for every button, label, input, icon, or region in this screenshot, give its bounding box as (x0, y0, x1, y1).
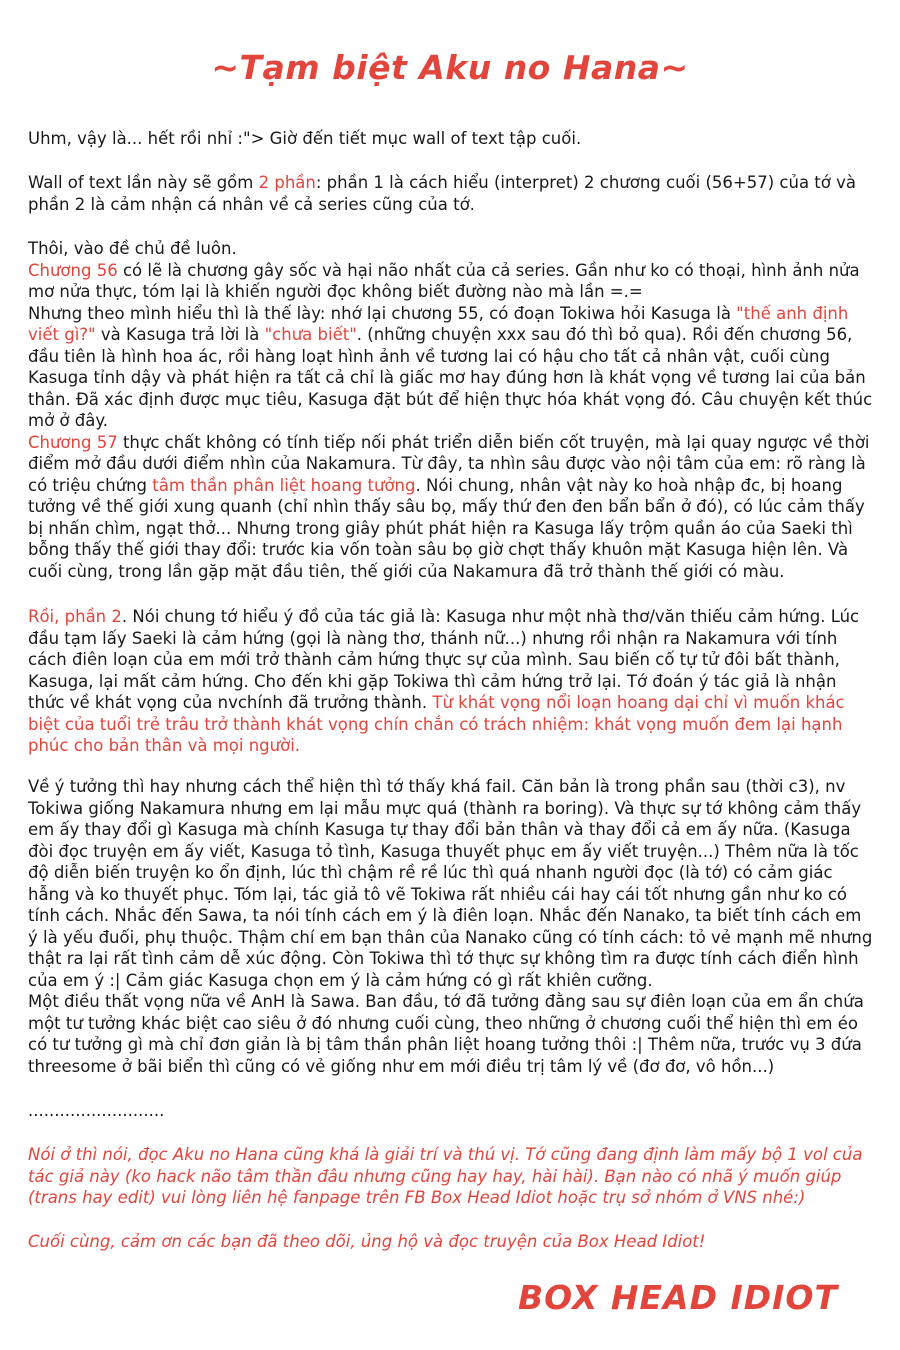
intro-wall (28, 172, 874, 215)
disappoint-paragraph: Một điều thất vọng nữa về AnH là Sawa. Ban đầu, tớ đã tưởng đằng sau sự điên loạn của em ẩn chứa một tư tưởng khác biệt cao siêu ở đó nhưng cuối cùng, theo những ở chương cuối thể hiện thì em éo có tư tưởng gì mà chỉ đơn giản là bị tâm thần phân liệt hoang tưởng thôi :| Thêm nữa, trước vụ 3 đứa threesome ở bãi biển thì cũng có vẻ giống như em mới điều trị tâm lý về (đơ đơ, vô hồn...) (28, 992, 864, 1076)
dots-divider (28, 1100, 874, 1122)
critique-paragraph: Về ý tưởng thì hay nhưng cách thể hiện thì tớ thấy khá fail. Căn bản là trong phần sau (thời c3), nv Tokiwa giống Nakamura nhưng em lại mẫu mực quá (thành ra boring). Và thực sự tớ không cảm thấy em ấy thay đổi gì Kasuga mà chính Kasuga tự thay đổi bản thân và thay đổi cả em ấy nữa. (Kasuga đòi đọc truyện em ấy viết, Kasuga tỏ tình, Kasuga thuyết phục em ấy viết truyện...) Thêm nữa là tốc độ diễn biến truyện ko ổn định, lúc thì chậm rề rề lúc thì quá nhanh người đọc (là tớ) có cảm giác hẫng và ko thuyết phục. Tóm lại, tác giả tô vẽ Tokiwa rất nhiều cái hay cái tốt nhưng gần như ko có tính cách. Nhắc đến Sawa, ta nói tính cách em ý là điên loạn. Nhắc đến Nanako, ta biết tính cách em ý là yếu đuối, phụ thuộc. Thậm chí em bạn thân của Nanako cũng có tính cách: tỏ vẻ mạnh mẽ nhưng thật ra lại rất tình cảm dễ xúc động. Còn Tokiwa thì tớ thực sự không tìm ra được tính cách điển hình của em ý :| Cảm giác Kasuga chọn em ý là cảm hứng có gì rất khiên cưỡng. (28, 777, 873, 990)
part1-lead: Thôi, vào đề chủ đề luôn. (28, 239, 237, 258)
chapter56-text: có lẽ là chương gây sốc và hại não nhất của cả series. Gần như ko có thoại, hình ảnh nửa mơ nửa thực, tóm lại là khiến người đọc không biết đường nào mà lần =.= (28, 260, 860, 301)
critique-section (28, 776, 874, 1077)
chapter57-text-b: . Nói chung, nhân vật này ko hoà nhập đc, bị hoang tưởng về thế giới xung quanh (chỉ nhìn thấy sâu bọ, mấy thứ đen đen bẩn bẩn ở đó), có lúc cảm thấy bị nhấn chìm, ngạt thở... Nhưng trong giây phút phát hiện ra Kasuga lấy trộm quần áo của Saeki thì bỗng thấy thế giới thay đổi: trước kia vốn toàn sâu bọ giờ chợt thấy khuôn mặt Kasuga hiện lên. Và cuối cùng, trong lần gặp mặt đầu tiên, thế giới của Nakamura đã trở thành thế giới có màu. (28, 475, 865, 581)
signature: BOX HEAD IDIOT (517, 1278, 838, 1317)
interp-question: "thế anh định viết gì?" (28, 303, 849, 344)
closing-section (28, 1144, 874, 1252)
wall-highlight: 2 phần (258, 173, 316, 192)
page-title: ~Tạm biệt Aku no Hana~ (211, 48, 689, 87)
interp-answer: "chưa biết" (264, 325, 357, 344)
chapter56-label: Chương 56 (28, 260, 118, 280)
interp-b: và Kasuga trả lời là (95, 325, 265, 344)
part2-paragraph (28, 606, 874, 757)
interp-c: . (những chuyện xxx sau đó thì bỏ qua). Rồi đến chương 56, đầu tiên là hình hoa ác, rồi hàng loạt hình ảnh về tương lai có hậu cho tất cả nhân vật, cuối cùng Kasuga tỉnh dậy và phát hiện ra tất cả chỉ là giấc mơ hay đúng hơn là khát vọng về tương lai của bản thân. Đã xác định được mục tiêu, Kasuga đặt bút để hiện thực hóa khát vọng đó. Câu chuyện kết thúc mở ở đây. (28, 325, 873, 430)
intro-text: Uhm, vậy là... hết rồi nhỉ :"> Giờ đến tiết mục wall of text tập cuối. (28, 129, 582, 148)
wall-text-a: Wall of text lần này sẽ gồm (28, 173, 259, 192)
chapter57-label: Chương 57 (28, 432, 118, 452)
chapter56-interpretation (28, 303, 874, 432)
wall-paragraph (28, 172, 874, 215)
chapter57-text-a: thực chất không có tính tiếp nối phát triển diễn biến cốt truyện, mà lại quay ngược về thời điểm mở đầu dưới điểm nhìn của Nakamura. Từ đây, ta nhìn sâu được vào nội tâm của em: rõ ràng là có triệu chứng (28, 432, 870, 495)
wall-text-b: : phần 1 là cách hiểu (interpret) 2 chương cuối (56+57) của tớ và phần 2 là cảm nhận cá nhân về cả series cũng của tớ. (28, 173, 856, 214)
part2-label: Rồi, phần 2 (28, 607, 122, 626)
interp-a: Nhưng theo mình hiểu thì là thế lày: nhớ lại chương 55, có đoạn Tokiwa hỏi Kasuga là (28, 303, 737, 323)
part1-section (28, 238, 874, 582)
chapter57-paragraph (28, 432, 874, 583)
chapter56-paragraph (28, 260, 874, 303)
part2-text-a: . Nói chung tớ hiểu ý đồ của tác giả là: Kasuga như một nhà thơ/văn thiếu cảm hứng. Lúc đầu tạm lấy Saeki là cảm hứng (gọi là nàng thơ, thánh nữ...) nhưng rồi nhận ra Nakamura với tính cách điên loạn của em mới trở thành cảm hứng thực sự của mình. Sau biến cố tự tử đôi bất thành, Kasuga, lại mất cảm hứng. Cho đến khi gặp Tokiwa thì cảm hứng trở lại. Tớ đoán ý tác giả là nhận thức về khát vọng của nvchính đã trưởng thành. (28, 607, 860, 712)
thanks-paragraph: Cuối cùng, cảm ơn các bạn đã theo dõi, ủng hộ và đọc truyện của Box Head Idiot! (28, 1231, 706, 1251)
chapter57-highlight: tâm thần phân liệt hoang tưởng (152, 475, 416, 495)
part2-highlight: Từ khát vọng nổi loạn hoang dại chỉ vì muốn khác biệt của tuổi trẻ trâu trở thành khát vọng chín chắn có trách nhiệm: khát vọng muốn đem lại hạnh phúc cho bản thân và mọi người. (28, 693, 845, 755)
closing-paragraph: Nói ở thì nói, đọc Aku no Hana cũng khá là giải trí và thú vị. Tớ cũng đang định làm mấy bộ 1 vol của tác giả này (ko hack não tâm thần đâu nhưng cũng hay hay, hài hài). Bạn nào có nhã ý muốn giúp (trans hay edit) vui lòng liên hệ fanpage trên FB Box Head Idiot hoặc trụ sở nhóm ở VNS nhé:) (28, 1145, 863, 1207)
intro-line (28, 128, 874, 150)
dots-text: .......................... (28, 1101, 165, 1120)
part2-section (28, 606, 874, 757)
